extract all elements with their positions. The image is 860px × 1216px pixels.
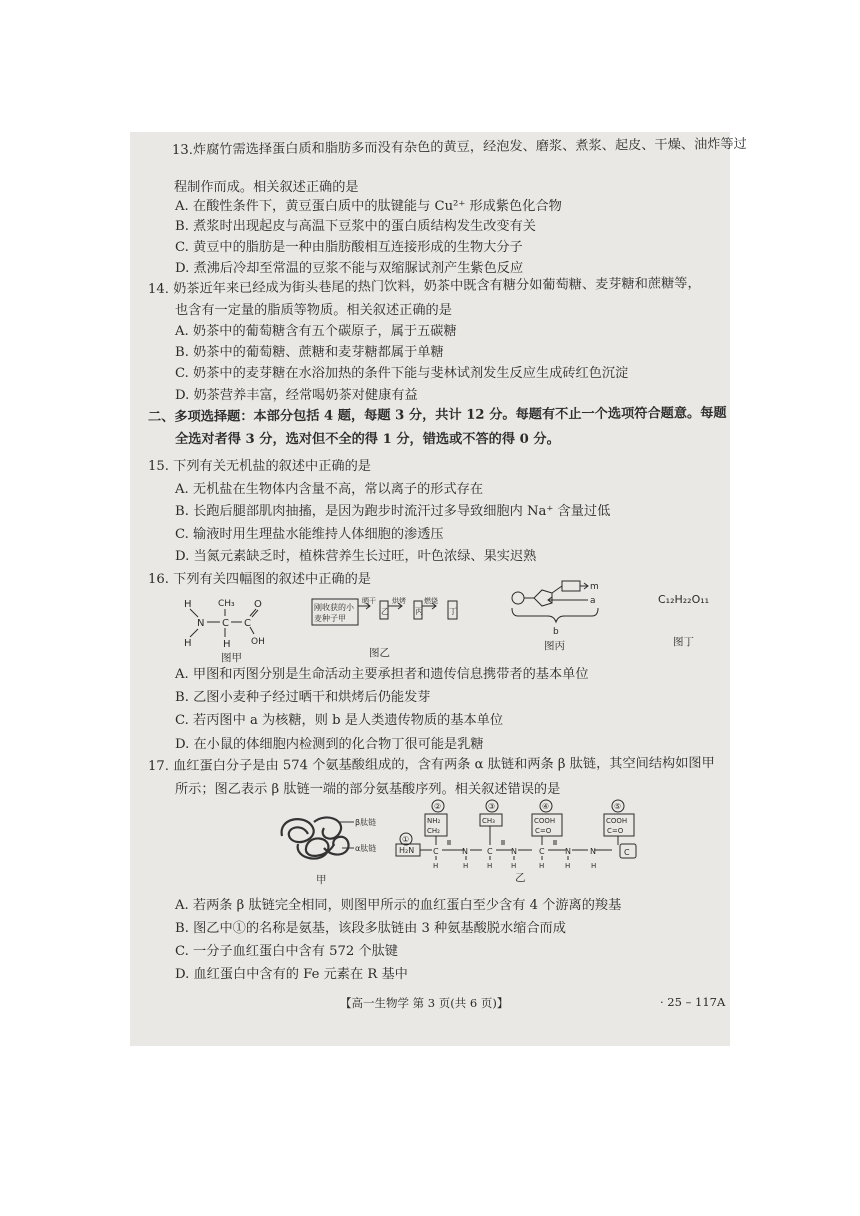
q14-option-a: A. 奶茶中的葡萄糖含有五个碳原子，属于五碳糖 <box>175 324 457 339</box>
figure-yi-caption: 图乙 <box>369 647 390 659</box>
q15-option-a: A. 无机盐在生物体内含量不高，常以离子的形式存在 <box>175 482 484 497</box>
q14-option-b: B. 奶茶中的葡萄糖、蔗糖和麦芽糖都属于单糖 <box>175 345 444 360</box>
atom-n: N <box>197 618 205 629</box>
q17-stem-line1: 17. 血红蛋白分子是由 574 个氨基酸组成的，含有两条 α 肽链和两条 β 肽链，其空间结构如图甲 <box>147 756 715 774</box>
figure-ding-formula: C₁₂H₂₂O₁₁ <box>658 593 710 606</box>
q16-option-c: C. 若丙图中 a 为核糖，则 b 是人类遗传物质的基本单位 <box>175 713 504 728</box>
q16-option-b: B. 乙图小麦种子经过晒干和烘烤后仍能发芽 <box>175 690 431 705</box>
section2-heading-line1: 二、多项选择题：本部分包括 4 题，每题 3 分，共计 12 分。每题有不止一个选项符合题意。每题 <box>147 405 727 425</box>
atom-h3: H <box>223 639 231 650</box>
figure-hb-jia-caption: 甲 <box>316 874 327 886</box>
peptide-h7: H <box>591 862 597 870</box>
peptide-num-5: ⑤ <box>614 802 622 811</box>
peptide-h4: H <box>511 862 517 870</box>
bing-label-b: b <box>553 627 559 636</box>
q13-stem-line2: 程制作而成。相关叙述正确的是 <box>174 180 359 195</box>
q13-option-b: B. 煮浆时出现起皮与高温下豆浆中的蛋白质结构发生改变有关 <box>175 219 536 234</box>
q17-option-a: A. 若两条 β 肽链完全相同，则图甲所示的血红蛋白至少含有 4 个游离的羧基 <box>175 898 622 913</box>
atom-c2: C <box>244 618 251 629</box>
atom-h2: H <box>184 638 192 649</box>
atom-oh: OH <box>251 637 265 647</box>
peptide-h2: H <box>463 862 469 870</box>
figure-jia-caption: 图甲 <box>221 652 242 664</box>
yi-box2-label: 乙 <box>381 607 389 616</box>
peptide-r2-top: NH₂ <box>427 817 441 825</box>
peptide-h1: H <box>433 862 439 870</box>
q17-option-d: D. 血红蛋白中含有的 Fe 元素在 R 基中 <box>175 967 408 982</box>
figure-bing-nucleotide <box>508 578 604 636</box>
yi-arrow2-label: 烘烤 <box>392 597 406 605</box>
peptide-r5-top: COOH <box>606 817 628 825</box>
yi-box1-line2: 麦种子甲 <box>314 614 346 623</box>
bing-label-m: m <box>590 582 599 592</box>
page-footer-title: 【高一生物学 第 3 页(共 6 页)】 <box>340 996 509 1010</box>
q13-option-a: A. 在酸性条件下，黄豆蛋白质中的肽键能与 Cu²⁺ 形成紫色化合物 <box>175 199 562 214</box>
section2-heading-line2: 全选对者得 3 分，选对但不全的得 1 分，错选或不答的得 0 分。 <box>175 432 560 447</box>
yi-box1-line1: 刚收获的小 <box>314 603 354 612</box>
peptide-c2: C <box>487 847 493 856</box>
peptide-h5: H <box>539 862 545 870</box>
figure-hb-yi-caption: 乙 <box>515 872 526 884</box>
q14-option-d: D. 奶茶营养丰富，经常喝奶茶对健康有益 <box>175 388 418 403</box>
peptide-r3: CH₃ <box>482 817 495 825</box>
figure-yi-process <box>310 594 470 628</box>
yi-arrow1-label: 晒干 <box>362 597 376 605</box>
hb-alpha-label: α肽链 <box>355 844 377 853</box>
atom-o: O <box>254 599 262 610</box>
q16-option-d: D. 在小鼠的体细胞内检测到的化合物丁很可能是乳糖 <box>175 737 484 752</box>
atom-c1: C <box>222 618 229 629</box>
q15-stem: 15. 下列有关无机盐的叙述中正确的是 <box>148 459 371 474</box>
peptide-h6: H <box>565 862 571 870</box>
peptide-num-4: ④ <box>542 802 550 811</box>
peptide-num-1: ① <box>402 835 410 844</box>
q14-stem-line2: 也含有一定量的脂质等物质。相关叙述正确的是 <box>175 303 452 318</box>
page-footer-code: · 25 – 117A <box>660 995 726 1009</box>
yi-arrow3-label: 燃烧 <box>424 597 438 605</box>
peptide-h3: H <box>487 862 493 870</box>
yi-box3-label: 丙 <box>415 607 423 616</box>
q15-option-d: D. 当氮元素缺乏时，植株营养生长过旺，叶色浓绿、果实迟熟 <box>175 549 537 564</box>
peptide-n1: N <box>462 847 468 856</box>
peptide-end-c: C <box>624 848 630 857</box>
q15-option-c: C. 输液时用生理盐水能维持人体细胞的渗透压 <box>175 527 444 542</box>
peptide-num-3: ③ <box>488 802 496 811</box>
q15-option-b: B. 长跑后腿部肌肉抽搐，是因为跑步时流汗过多导致细胞内 Na⁺ 含量过低 <box>175 504 611 519</box>
peptide-n3: N <box>565 847 571 856</box>
q17-option-b: B. 图乙中①的名称是氨基，该段多肽链由 3 种氨基酸脱水缩合而成 <box>175 921 566 936</box>
peptide-r2-bot: CH₂ <box>427 827 440 835</box>
q16-option-a: A. 甲图和丙图分别是生命活动主要承担者和遗传信息携带者的基本单位 <box>175 667 589 682</box>
bing-label-a: a <box>590 596 596 606</box>
figure-ding-caption: 图丁 <box>673 636 694 648</box>
peptide-n2: N <box>511 847 517 856</box>
peptide-c1: C <box>433 847 439 856</box>
figure-bing-caption: 图丙 <box>544 640 565 652</box>
peptide-n4: N <box>590 847 596 856</box>
q13-stem-line1: 13.炸腐竹需选择蛋白质和脂肪多而没有杂色的黄豆，经泡发、磨浆、煮浆、起皮、干燥、油炸等过 <box>171 136 747 158</box>
atom-ch3: CH₃ <box>218 599 235 609</box>
peptide-r4-bot: C=O <box>535 827 552 835</box>
q13-option-c: C. 黄豆中的脂肪是一种由脂肪酸相互连接形成的生物大分子 <box>175 240 523 255</box>
figure-peptide-chain <box>394 798 642 872</box>
q17-option-c: C. 一分子血红蛋白中含有 572 个肽键 <box>175 944 398 959</box>
peptide-c3: C <box>539 847 545 856</box>
peptide-r4-top: COOH <box>534 817 556 825</box>
q13-option-d: D. 煮沸后冷却至常温的豆浆不能与双缩脲试剂产生紫色反应 <box>175 261 524 276</box>
q14-stem-line1: 14. 奶茶近年来已经成为街头巷尾的热门饮料，奶茶中既含有糖分如葡萄糖、麦芽糖和蔗糖等， <box>147 276 701 297</box>
q17-stem-line2: 所示；图乙表示 β 肽链一端的部分氨基酸序列。相关叙述错误的是 <box>175 782 561 797</box>
q14-option-c: C. 奶茶中的麦芽糖在水浴加热的条件下能与斐林试剂发生反应生成砖红色沉淀 <box>175 366 629 381</box>
figure-hemoglobin-structure <box>268 808 388 868</box>
atom-h1: H <box>184 599 192 610</box>
peptide-num-2: ② <box>434 802 442 811</box>
peptide-r5-bot: C=O <box>607 827 624 835</box>
q16-stem: 16. 下列有关四幅图的叙述中正确的是 <box>148 572 371 587</box>
yi-box4-label: 丁 <box>449 607 457 616</box>
peptide-h2n: H₂N <box>399 846 415 855</box>
hb-beta-label: β肽链 <box>355 818 377 827</box>
